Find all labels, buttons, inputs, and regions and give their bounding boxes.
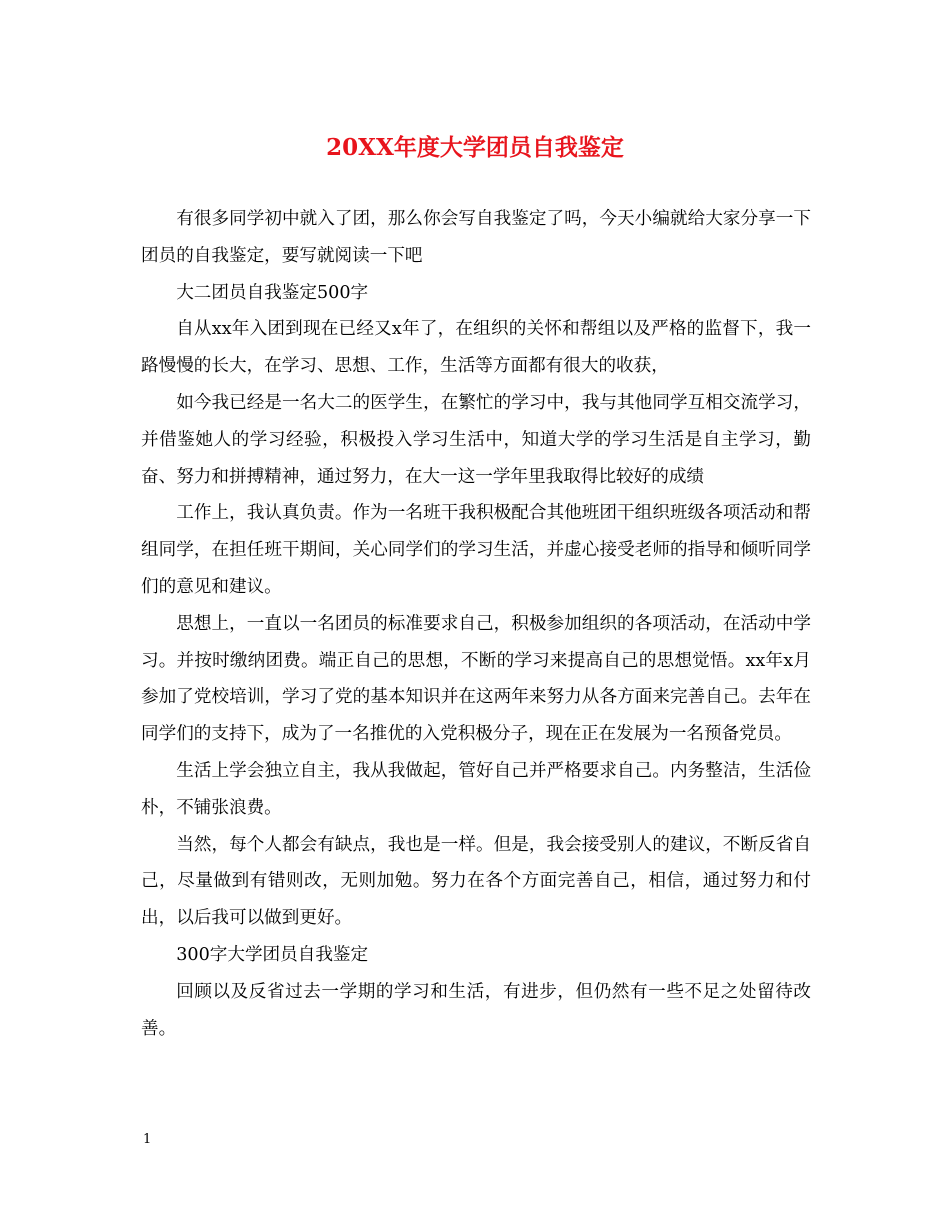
paragraph: 当然，每个人都会有缺点，我也是一样。但是，我会接受别人的建议，不断反省自己，尽量做到有错则改，无则加勉。努力在各个方面完善自己，相信，通过努力和付出，以后我可以做到更好。 — [141, 834, 811, 929]
paragraph: 工作上，我认真负责。作为一名班干我积极配合其他班团干组织班级各项活动和帮组同学，在担任班干期间，关心同学们的学习生活，并虚心接受老师的指导和倾听同学们的意见和建议。 — [141, 503, 811, 597]
section-heading-300: 300字大学团员自我鉴定 — [176, 944, 369, 965]
paragraph: 回顾以及反省过去一学期的学习和生活，有进步，但仍然有一些不足之处留待改善。 — [141, 981, 811, 1039]
page-number: 1 — [143, 1132, 152, 1147]
section-heading-500: 大二团员自我鉴定500字 — [176, 282, 369, 303]
paragraph: 思想上，一直以一名团员的标准要求自己，积极参加组织的各项活动，在活动中学习。并按时缴纳团费。端正自己的思想，不断的学习来提高自己的思想觉悟。xx年x月参加了党校培训，学习了党的基本知识并在这两年来努力从各方面来完善自己。去年在同学们的支持下，成为了一名推优的入党积极分子，现在正在发展为一名预备党员。 — [141, 613, 811, 745]
paragraph: 如今我已经是一名大二的医学生，在繁忙的学习中，我与其他同学互相交流学习，并借鉴她人的学习经验，积极投入学习生活中，知道大学的学习生活是自主学习，勤奋、努力和拼搏精神，通过努力，在大一这一学年里我取得比较好的成绩 — [141, 392, 811, 487]
paragraph: 生活上学会独立自主，我从我做起，管好自己并严格要求自己。内务整洁，生活俭朴，不铺张浪费。 — [141, 760, 811, 818]
paragraph-intro: 有很多同学初中就入了团，那么你会写自我鉴定了吗，今天小编就给大家分享一下团员的自我鉴定，要写就阅读一下吧 — [141, 209, 811, 266]
document-body — [141, 201, 811, 1047]
paragraph: 自从xx年入团到现在已经又x年了，在组织的关怀和帮组以及严格的监督下，我一路慢慢的长大，在学习、思想、工作，生活等方面都有很大的收获， — [141, 319, 811, 377]
document-title: 20XX年度大学团员自我鉴定 — [326, 134, 624, 161]
